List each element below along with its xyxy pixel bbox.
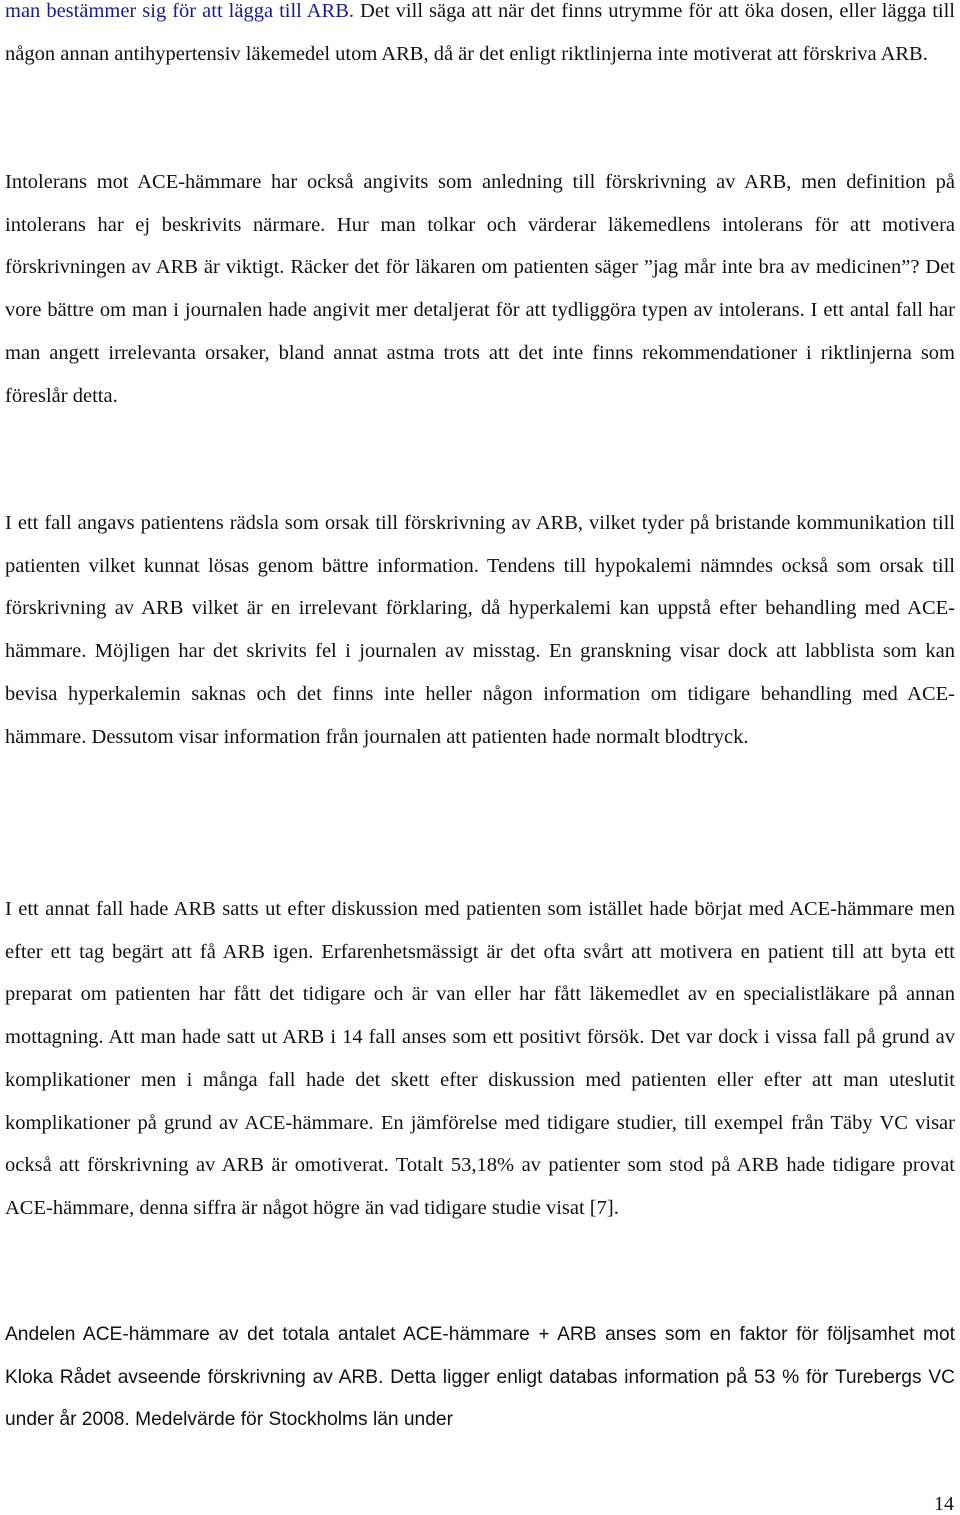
paragraph-arb-guidelines (5, 0, 955, 75)
paragraph-segment: I ett annat fall hade ARB satts ut efter diskussion med patienten som istället hade börjat med ACE-hämmare men efter ett tag begärt att få ARB igen. Erfarenhetsmässigt är det ofta svårt att motivera en patient till att byta ett preparat om patienten har fått det tidigare och är van eller har fått läkemedlet av en specialistläkare på annan mottagning. Att man hade satt ut ARB i 14 fall anses som ett positivt försök. Det var dock i vissa fall på grund av komplikationer men i många fall hade det skett efter diskussion med patienten eller efter att man uteslutit komplikationer på grund av ACE-hämmare. En jämförelse med tidigare studier, till exempel från Täby VC visar också att förskrivning av ARB är omotiverat. Totalt 53,18% av patienter som stod på ARB hade tidigare provat ACE-hämmare, denna siffra är något högre än vad tidigare studie visat [7]. (5, 898, 955, 1219)
paragraph-patient-fear (5, 502, 955, 758)
paragraph-segment: Det vill säga att när det finns utrymme för att öka dosen, eller lägga till någon annan antihypertensiv läkemedel utom ARB, då är det enligt riktlinjerna inte motiverat att förskriva ARB. (5, 0, 955, 65)
paragraph-segment: I ett fall angavs patientens rädsla som orsak till förskrivning av ARB, vilket tyder på bristande kommunikation till patienten vilket kunnat lösas genom bättre information. Tendens till hypokalemi nämndes också som orsak till förskrivning av ARB vilket är en irrelevant förklaring, då hyperkalemi kan uppstå efter behandling med ACE-hämmare. Möjligen har det skrivits fel i journalen av misstag. En granskning visar dock att labblista som kan bevisa hyperkalemin saknas och det finns inte heller någon information om tidigare behandling med ACE-hämmare. Dessutom visar information från journalen att patienten hade normalt blodtryck. (5, 512, 955, 748)
paragraph-ace-share (5, 1314, 955, 1442)
paragraph-intolerance (5, 161, 955, 417)
paragraph-segment-blue: man bestämmer sig för att lägga till ARB. (5, 0, 355, 22)
paragraph-segment: Andelen ACE-hämmare av det totala antalet ACE-hämmare + ARB anses som en faktor för följsamhet mot Kloka Rådet avseende förskrivning av ARB. Detta ligger enligt databas information på 53 % för Turebergs VC under år 2008. Medelvärde för Stockholms län under (5, 1324, 955, 1431)
paragraph-discontinued-arb (5, 888, 955, 1230)
page-number: 14 (934, 1493, 954, 1515)
paragraph-segment: Intolerans mot ACE-hämmare har också angivits som anledning till förskrivning av ARB, men definition på intolerans har ej beskrivits närmare. Hur man tolkar och värderar läkemedlens intolerans för att motivera förskrivningen av ARB är viktigt. Räcker det för läkaren om patienten säger ”jag mår inte bra av medicinen”? Det vore bättre om man i journalen hade angivit mer detaljerat för att tydliggöra typen av intolerans. I ett antal fall har man angett irrelevanta orsaker, bland annat astma trots att det inte finns rekommendationer i riktlinjerna som föreslår detta. (5, 171, 955, 407)
